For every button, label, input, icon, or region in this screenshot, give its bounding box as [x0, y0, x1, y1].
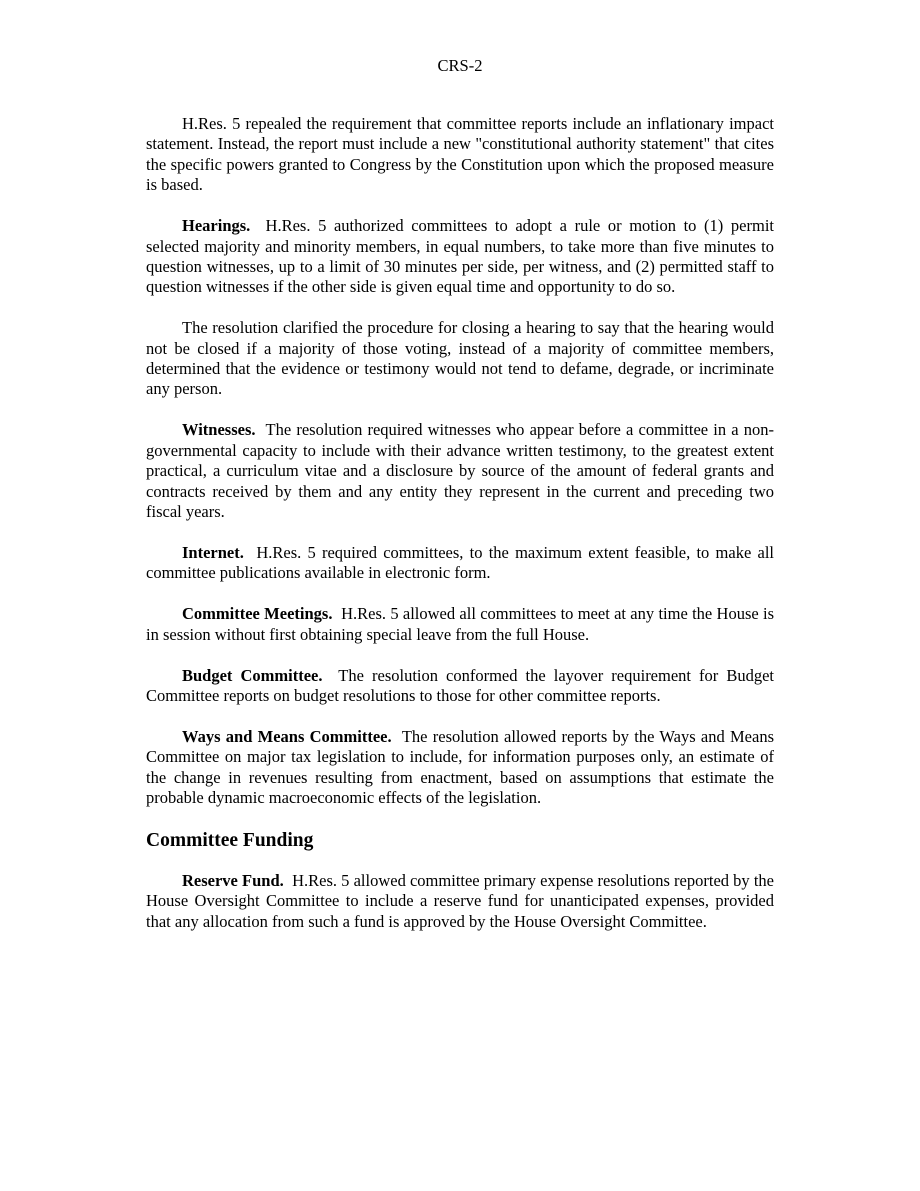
paragraph-run-in-heading: Budget Committee. [182, 665, 323, 685]
paragraph-text: The resolution conformed the layover requirement for Budget Committee reports on budget resolutions to those for other committee reports. [146, 665, 774, 705]
paragraph-committee-meetings [146, 604, 774, 645]
section-heading-committee-funding: Committee Funding [146, 829, 314, 851]
paragraph-run-in-heading: Committee Meetings. [182, 604, 333, 624]
paragraph-text: H.Res. 5 allowed committee primary expense resolutions reported by the House Oversight Committee to include a reserve fund for unanticipated expenses, provided that any allocation from such a fund is approved by the House Oversight Committee. [146, 870, 775, 931]
paragraph-hearings [146, 216, 774, 298]
paragraph-ways-and-means [146, 727, 774, 809]
paragraph-text: H.Res. 5 repealed the requirement that committee reports include an inflationary impact statement. Instead, the report must include a new "constitutional authority statement" that cites the specific powers granted to Congress by the Constitution upon which the proposed measure is based. [146, 114, 774, 195]
page-number-header: CRS-2 [437, 56, 483, 75]
paragraph-budget-committee [146, 666, 774, 707]
paragraph-text: The resolution clarified the procedure for closing a hearing to say that the hearing would not be closed if a majority of those voting, instead of a majority of committee members, determined that the evidence or testimony would not tend to defame, degrade, or incriminate any person. [146, 318, 774, 399]
paragraph-run-in-heading: Reserve Fund. [182, 870, 284, 890]
paragraph-run-in-heading: Internet. [182, 542, 244, 562]
paragraph-reserve-fund [146, 871, 774, 932]
paragraph-run-in-heading: Hearings. [182, 216, 251, 236]
paragraph-text: H.Res. 5 authorized committees to adopt a rule or motion to (1) permit selected majority and minority members, in equal numbers, to take more than five minutes to question witnesses, up to a limit of 30 minutes per side, per witness, and (2) permitted staff to question witnesses if the other side is given equal time and opportunity to do so. [146, 216, 774, 297]
paragraph-text: The resolution required witnesses who appear before a committee in a non-governmental capacity to include with their advance written testimony, to the greatest extent practical, a curriculum vitae and a disclosure by source of the amount of federal grants and contracts received by them and any entity they represent in the current and preceding two fiscal years. [146, 420, 775, 521]
paragraph-run-in-heading: Ways and Means Committee. [182, 726, 392, 746]
paragraph-text: The resolution allowed reports by the Ways and Means Committee on major tax legislation to include, for information purposes only, an estimate of the change in revenues resulting from enactment, based on assumptions that estimate the probable dynamic macroeconomic effects of the legislation. [146, 726, 774, 808]
paragraph-internet [146, 543, 774, 584]
paragraph-text: H.Res. 5 allowed all committees to meet at any time the House is in session without first obtaining special leave from the full House. [146, 604, 775, 644]
paragraph-inflationary-impact [146, 114, 774, 196]
paragraph-text: H.Res. 5 required committees, to the maximum extent feasible, to make all committee publications available in electronic form. [146, 542, 775, 583]
document-body [146, 114, 774, 953]
paragraph-closing-hearing [146, 318, 774, 400]
paragraph-run-in-heading: Witnesses. [182, 420, 256, 440]
paragraph-witnesses [146, 420, 774, 522]
